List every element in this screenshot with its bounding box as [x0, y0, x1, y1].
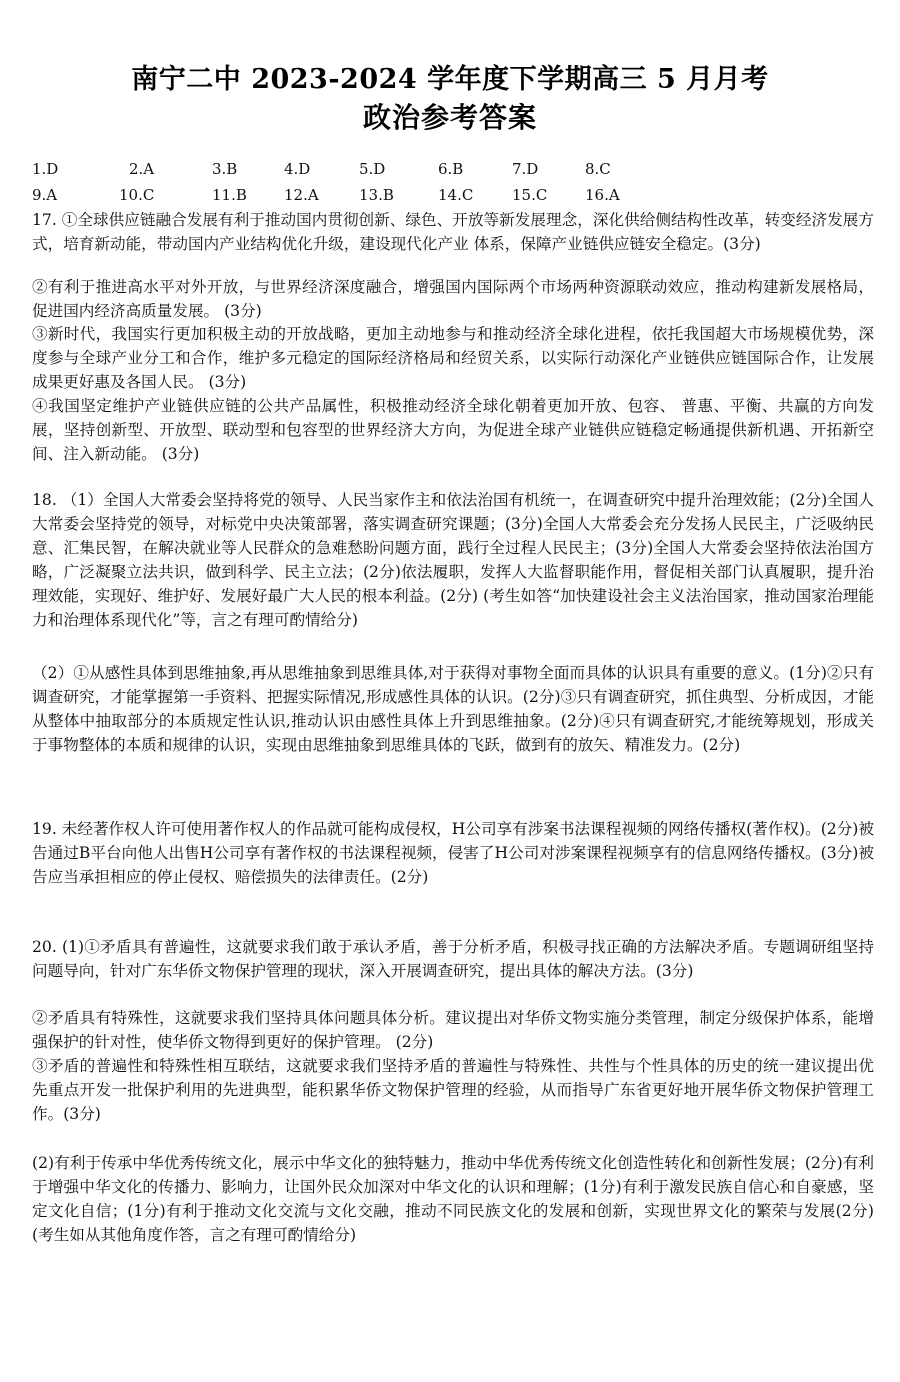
q17-point-4: ④我国坚定维护产业链供应链的公共产品属性，积极推动经济全球化朝着更加开放、包容、 普惠、平衡、共赢的方向发展，坚持创新型、开放型、联动型和包容型的世界经济大方向，为促进全球产业链供应链稳定畅通提供新机遇、开拓新空间、注入新动能。 (3分) — [32, 397, 874, 463]
q17-point-1: 17. ①全球供应链融合发展有利于推动国内贯彻创新、绿色、开放等新发展理念，深化供给侧结构性改革，转变经济发展方式，培育新动能，带动国内产业结构优化升级，建设现代化产业 体系，保障产业链供应链安全稳定。(3分) — [32, 211, 874, 253]
document-title: 南宁二中 2023-2024 学年度下学期高三 5 月月考 — [131, 64, 769, 95]
mc-answer-3: 3.B — [212, 160, 238, 178]
document-subtitle: 政治参考答案 — [362, 101, 537, 134]
mc-answer-16: 16.A — [585, 186, 620, 204]
mc-answer-4: 4.D — [284, 160, 311, 178]
mc-answer-10: 10.C — [119, 186, 155, 204]
q20-part-1-point-1: 20. (1)①矛盾具有普遍性，这就要求我们敢于承认矛盾，善于分析矛盾，积极寻找正确的方法解决矛盾。专题调研组坚持问题导向，针对广东华侨文物保护管理的现状，深入开展调查研究，提出具体的解决方法。(3分) — [32, 938, 874, 980]
mc-answer-5: 5.D — [359, 160, 386, 178]
mc-answer-12: 12.A — [284, 186, 319, 204]
mc-answer-9: 9.A — [32, 186, 58, 204]
mc-answer-14: 14.C — [438, 186, 474, 204]
mc-answer-1: 1.D — [32, 160, 59, 178]
q17-point-2: ②有利于推进高水平对外开放，与世界经济深度融合，增强国内国际两个市场两种资源联动效应，推动构建新发展格局，促进国内经济高质量发展。 (3分) — [32, 278, 874, 320]
mc-answer-15: 15.C — [512, 186, 548, 204]
mc-answer-7: 7.D — [512, 160, 539, 178]
mc-answer-13: 13.B — [359, 186, 394, 204]
multiple-choice-row-2 — [32, 186, 872, 208]
q18-part-2: （2）①从感性具体到思维抽象,再从思维抽象到思维具体,对于获得对事物全面而具体的认识具有重要的意义。(1分)②只有调查研究，才能掌握第一手资料、把握实际情况,形成感性具体的认识。(2分)③只有调查研究，抓住典型、分析成因，才能从整体中抽取部分的本质规定性认识,推动认识由感性具体上升到思维抽象。(2分)④只有调查研究,才能统筹规划，形成关于事物整体的本质和规律的认识，实现由思维抽象到思维具体的飞跃，做到有的放矢、精准发力。(2分) — [32, 664, 874, 754]
mc-answer-11: 11.B — [212, 186, 247, 204]
q19-answer: 19. 未经著作权人许可使用著作权人的作品就可能构成侵权，H公司享有涉案书法课程视频的网络传播权(著作权)。(2分)被告通过B平台向他人出售H公司享有著作权的书法课程视频，侵害了H公司对涉案课程视频享有的信息网络传播权。(3分)被告应当承担相应的停止侵权、赔偿损失的法律责任。(2分) — [32, 820, 874, 886]
q18-part-1: 18. （1）全国人大常委会坚持将党的领导、人民当家作主和依法治国有机统一，在调查研究中提升治理效能；(2分)全国人大常委会坚持党的领导，对标党中央决策部署，落实调查研究课题；(3分)全国人大常委会充分发扬人民民主，广泛吸纳民意、汇集民智，在解决就业等人民群众的急难愁盼问题方面，践行全过程人民民主；(3分)全国人大常委会坚持依法治国方略，广泛凝聚立法共识，做到科学、民主立法；(2分)依法履职，发挥人大监督职能作用，督促相关部门认真履职，提升治理效能，实现好、维护好、发展好最广大人民的根本利益。(2分) (考生如答“加快建设社会主义法治国家，推动国家治理能力和治理体系现代化”等，言之有理可酌情给分) — [32, 491, 874, 629]
mc-answer-8: 8.C — [585, 160, 611, 178]
mc-answer-6: 6.B — [438, 160, 464, 178]
mc-answer-2: 2.A — [129, 160, 155, 178]
q20-part-1-point-2: ②矛盾具有特殊性，这就要求我们坚持具体问题具体分析。建议提出对华侨文物实施分类管理，制定分级保护体系，能增强保护的针对性，使华侨文物得到更好的保护管理。 (2分) — [32, 1009, 874, 1051]
multiple-choice-row-1 — [32, 160, 872, 182]
q17-point-3: ③新时代，我国实行更加积极主动的开放战略，更加主动地参与和推动经济全球化进程，依托我国超大市场规模优势，深度参与全球产业分工和合作，维护多元稳定的国际经济格局和经贸关系，以实际行动深化产业链供应链国际合作，让发展成果更好惠及各国人民。 (3分) — [32, 325, 874, 391]
q20-part-1-point-3: ③矛盾的普遍性和特殊性相互联结，这就要求我们坚持矛盾的普遍性与特殊性、共性与个性具体的历史的统一建议提出优先重点开发一批保护利用的先进典型，能积累华侨文物保护管理的经验，从而指导广东省更好地开展华侨文物保护管理工作。(3分) — [32, 1057, 874, 1123]
q20-part-2: (2)有利于传承中华优秀传统文化，展示中华文化的独特魅力，推动中华优秀传统文化创造性转化和创新性发展；(2分)有利于增强中华文化的传播力、影响力，让国外民众加深对中华文化的认识和理解；(1分)有利于激发民族自信心和自豪感，坚定文化自信；(1分)有利于推动文化交流与文化交融，推动不同民族文化的发展和创新，实现世界文化的繁荣与发展(2分)(考生如从其他角度作答，言之有理可酌情给分) — [32, 1154, 874, 1244]
